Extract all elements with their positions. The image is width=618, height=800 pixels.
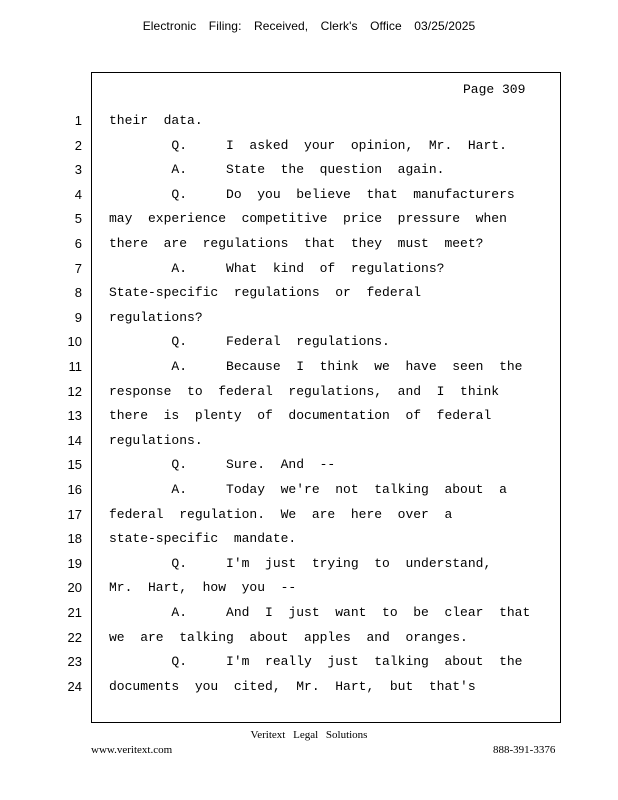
line-number: 21 <box>67 605 82 620</box>
transcript-line: regulations. <box>109 433 203 448</box>
line-number: 2 <box>74 138 82 153</box>
footer-company: Veritext Legal Solutions <box>250 729 368 741</box>
transcript-line: may experience competitive price pressure when <box>109 211 507 226</box>
transcript-line: Q. I'm just trying to understand, <box>109 556 492 571</box>
line-number: 12 <box>67 384 82 399</box>
transcript-line: there are regulations that they must meet? <box>109 236 484 251</box>
line-number: 24 <box>67 679 82 694</box>
line-number: 6 <box>74 236 82 251</box>
line-number: 8 <box>74 285 82 300</box>
line-number: 5 <box>74 211 82 226</box>
transcript-line: Q. I asked your opinion, Mr. Hart. <box>109 138 507 153</box>
line-number: 7 <box>74 261 82 276</box>
footer-website: www.veritext.com <box>91 744 173 756</box>
line-number: 22 <box>67 630 82 645</box>
line-number: 1 <box>74 113 82 128</box>
transcript-line: response to federal regulations, and I think <box>109 384 500 399</box>
footer-phone: 888-391-3376 <box>493 744 556 756</box>
transcript-line: state-specific mandate. <box>109 531 297 546</box>
line-number: 17 <box>67 507 82 522</box>
line-number: 14 <box>67 433 82 448</box>
transcript-line: there is plenty of documentation of federal <box>109 408 492 423</box>
line-number: 23 <box>67 654 82 669</box>
transcript-line: their data. <box>109 113 203 128</box>
line-number: 9 <box>74 310 82 325</box>
line-number: 3 <box>74 162 82 177</box>
transcript-line: A. Today we're not talking about a <box>109 482 507 497</box>
line-number: 4 <box>74 187 82 202</box>
line-number: 10 <box>67 334 82 349</box>
transcript-line: A. And I just want to be clear that <box>109 605 531 620</box>
transcript-line: Q. Do you believe that manufacturers <box>109 187 515 202</box>
line-number: 19 <box>67 556 82 571</box>
transcript-line: documents you cited, Mr. Hart, but that's <box>109 679 476 694</box>
transcript-line: Q. I'm really just talking about the <box>109 654 523 669</box>
transcript-line: A. State the question again. <box>109 162 445 177</box>
line-number: 18 <box>67 531 82 546</box>
transcript-line: A. What kind of regulations? <box>109 261 445 276</box>
line-number: 16 <box>67 482 82 497</box>
filing-stamp: Electronic Filing: Received, Clerk's Office 03/25/2025 <box>142 19 476 33</box>
transcript-line: State-specific regulations or federal <box>109 285 422 300</box>
transcript-line: we are talking about apples and oranges. <box>109 630 468 645</box>
transcript-line: federal regulation. We are here over a <box>109 507 453 522</box>
page-number: Page 309 <box>463 82 526 97</box>
line-number: 20 <box>67 580 82 595</box>
transcript-line: Mr. Hart, how you -- <box>109 580 297 595</box>
line-number: 11 <box>68 359 82 374</box>
line-number: 15 <box>67 457 82 472</box>
transcript-line: Q. Federal regulations. <box>109 334 390 349</box>
line-number: 13 <box>67 408 82 423</box>
transcript-line: Q. Sure. And -- <box>109 457 336 472</box>
transcript-line: regulations? <box>109 310 203 325</box>
transcript-line: A. Because I think we have seen the <box>109 359 523 374</box>
